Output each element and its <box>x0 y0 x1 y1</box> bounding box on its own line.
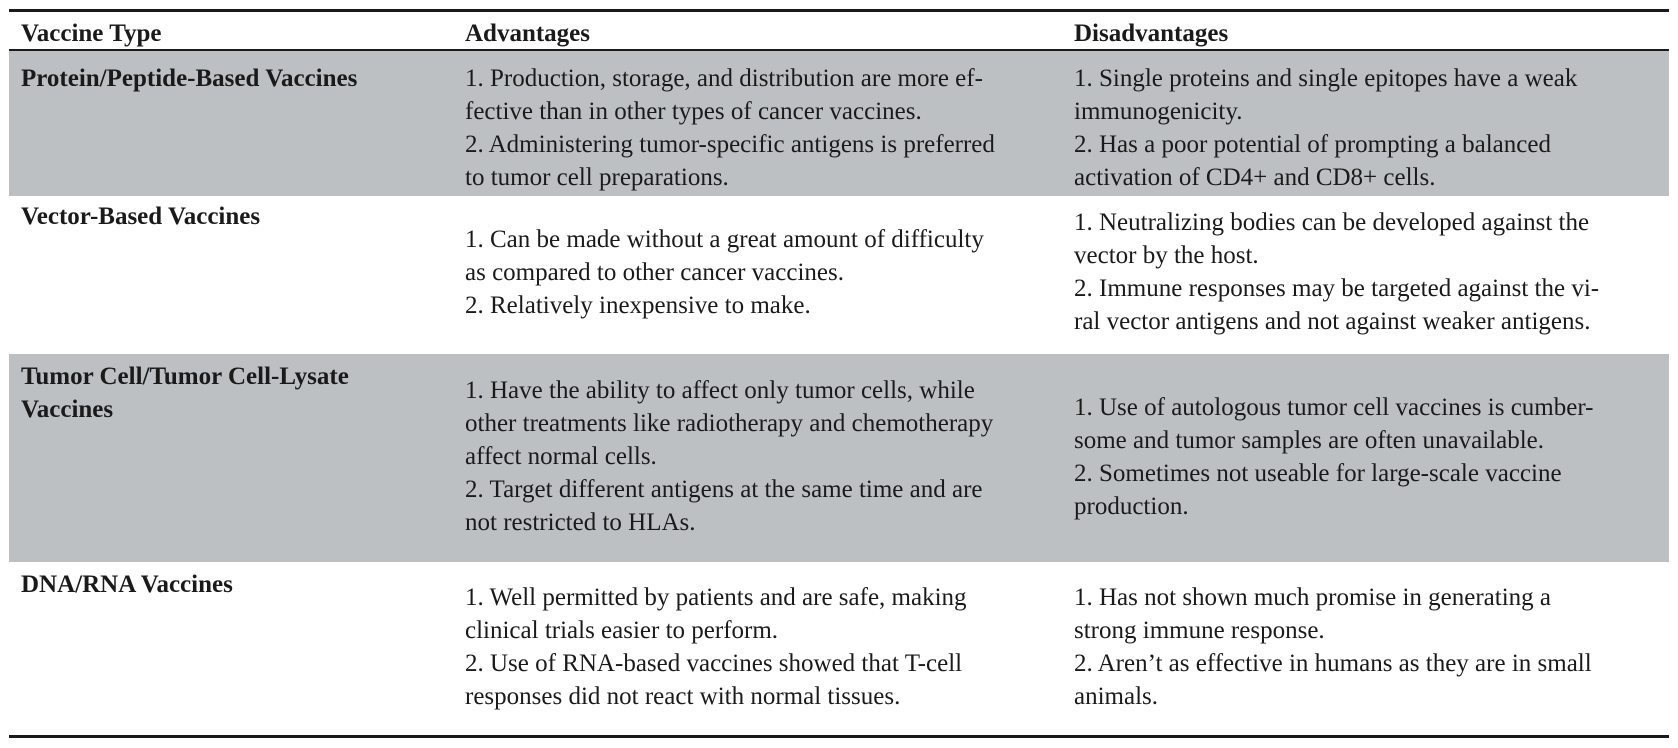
advantages-line: responses did not react with normal tissues. <box>465 683 901 710</box>
vaccine-comparison-table <box>9 9 1669 738</box>
vaccine-type-cell <box>9 354 451 562</box>
advantages-cell <box>451 562 1060 736</box>
advantages-line: 1. Can be made without a great amount of difficulty <box>465 226 984 253</box>
disadvantages-cell <box>1060 196 1669 354</box>
table-row <box>9 50 1669 196</box>
vaccine-type-line: Vector-Based Vaccines <box>21 203 261 230</box>
disadvantages-cell <box>1060 354 1669 562</box>
advantages-line: 1. Have the ability to affect only tumor cells, while <box>465 377 975 404</box>
advantages-line: fective than in other types of cancer vaccines. <box>465 98 922 125</box>
vaccine-type-cell <box>9 50 451 196</box>
table-row <box>9 196 1669 354</box>
header-advantages: Advantages <box>451 11 1060 51</box>
table-header-row <box>9 11 1669 51</box>
disadvantages-line: 1. Single proteins and single epitopes have a weak <box>1074 65 1578 92</box>
disadvantages-line: strong immune response. <box>1074 617 1325 644</box>
disadvantages-cell <box>1060 562 1669 736</box>
advantages-line: clinical trials easier to perform. <box>465 617 779 644</box>
advantages-line: 2. Target different antigens at the same time and are <box>465 476 983 503</box>
advantages-line: 2. Use of RNA-based vaccines showed that T-cell <box>465 650 963 677</box>
advantages-line: 1. Well permitted by patients and are safe, making <box>465 584 967 611</box>
vaccine-type-line: Tumor Cell/Tumor Cell-Lysate <box>21 363 349 390</box>
disadvantages-line: immunogenicity. <box>1074 98 1243 125</box>
header-disadvantages: Disadvantages <box>1060 11 1669 51</box>
disadvantages-cell <box>1060 50 1669 196</box>
advantages-line: not restricted to HLAs. <box>465 509 696 536</box>
advantages-cell <box>451 196 1060 354</box>
advantages-cell <box>451 50 1060 196</box>
table-row <box>9 562 1669 736</box>
vaccine-type-cell <box>9 196 451 354</box>
advantages-line: 1. Production, storage, and distribution are more ef- <box>465 65 983 92</box>
advantages-line: 2. Administering tumor-specific antigens is preferred <box>465 131 995 158</box>
vaccine-type-line: DNA/RNA Vaccines <box>21 571 233 598</box>
vaccine-comparison-table-wrapper <box>9 9 1669 738</box>
advantages-line: affect normal cells. <box>465 443 657 470</box>
disadvantages-line: 2. Has a poor potential of prompting a balanced <box>1074 131 1551 158</box>
disadvantages-line: ral vector antigens and not against weaker antigens. <box>1074 308 1591 335</box>
advantages-line: to tumor cell preparations. <box>465 164 729 191</box>
vaccine-type-cell <box>9 562 451 736</box>
advantages-line: as compared to other cancer vaccines. <box>465 259 844 286</box>
advantages-line: 2. Relatively inexpensive to make. <box>465 292 811 319</box>
advantages-line: other treatments like radiotherapy and chemotherapy <box>465 410 994 437</box>
disadvantages-line: animals. <box>1074 683 1159 710</box>
table-row <box>9 354 1669 562</box>
header-vaccine-type: Vaccine Type <box>9 11 451 51</box>
disadvantages-line: production. <box>1074 493 1189 520</box>
disadvantages-line: 2. Immune responses may be targeted against the vi- <box>1074 275 1600 302</box>
disadvantages-line: 2. Aren’t as effective in humans as they are in small <box>1074 650 1592 677</box>
vaccine-type-line: Vaccines <box>21 396 114 423</box>
disadvantages-line: 1. Use of autologous tumor cell vaccines is cumber- <box>1074 394 1594 421</box>
advantages-cell <box>451 354 1060 562</box>
disadvantages-line: vector by the host. <box>1074 242 1259 269</box>
disadvantages-line: some and tumor samples are often unavailable. <box>1074 427 1544 454</box>
disadvantages-line: 2. Sometimes not useable for large-scale vaccine <box>1074 460 1562 487</box>
vaccine-type-line: Protein/Peptide-Based Vaccines <box>21 65 358 92</box>
disadvantages-line: 1. Neutralizing bodies can be developed against the <box>1074 209 1590 236</box>
disadvantages-line: activation of CD4+ and CD8+ cells. <box>1074 164 1436 191</box>
disadvantages-line: 1. Has not shown much promise in generating a <box>1074 584 1551 611</box>
